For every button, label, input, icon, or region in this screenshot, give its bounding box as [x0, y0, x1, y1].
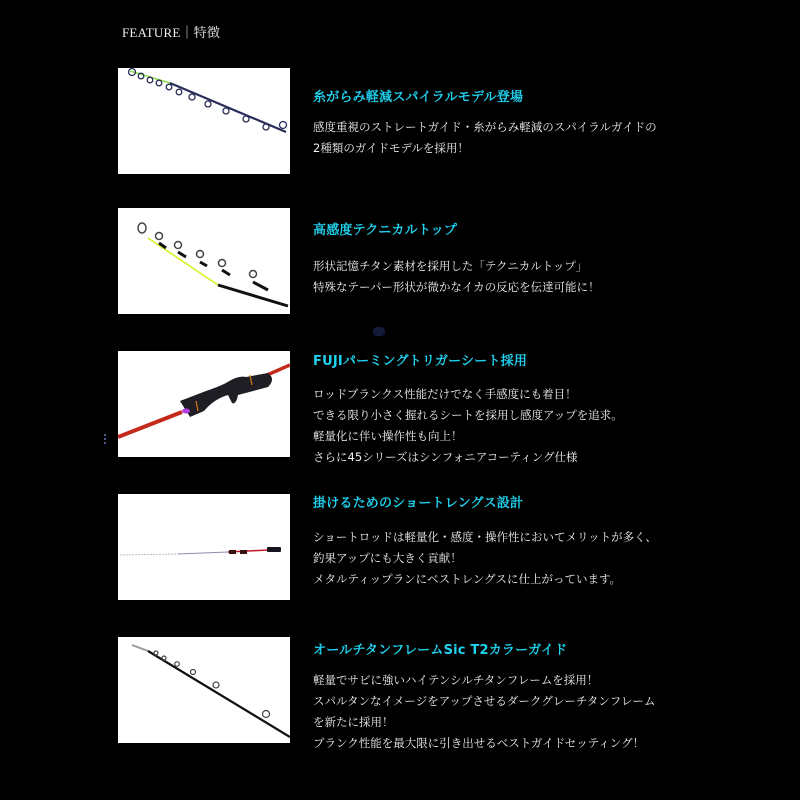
- description-line: 形状記憶チタン素材を採用した「テクニカルトップ」: [313, 259, 588, 273]
- spiral-guide-rod-photo: [118, 68, 290, 174]
- description-line: 軽量でサビに強いハイテンシルチタンフレームを採用！: [313, 673, 599, 687]
- description-line: 軽量化に伴い操作性も向上！: [313, 429, 463, 443]
- titanium-frame-guide-photo: [118, 637, 290, 743]
- description-line: ロッドブランクス性能だけでなく手感度にも着目！: [313, 387, 577, 401]
- full-length-rod-photo: [118, 494, 290, 600]
- description-line: ブランク性能を最大限に引き出せるベストガイドセッティング！: [313, 736, 645, 750]
- description-line: 特殊なテーパー形状が微かなイカの反応を伝達可能に！: [313, 280, 600, 294]
- description-line: 釣果アップにも大きく貢献！: [313, 551, 462, 565]
- description-line: さらに45シリーズはシンフォニアコーティング仕様: [313, 450, 578, 464]
- feature-description: [313, 384, 623, 468]
- feature-title: 糸がらみ軽減スパイラルモデル登場: [313, 90, 524, 105]
- description-line: スパルタンなイメージをアップさせるダークグレーチタンフレーム: [313, 694, 656, 708]
- description-line: ショートロッドは軽量化・感度・操作性においてメリットが多く、: [313, 530, 657, 544]
- feature-title: 高感度テクニカルトップ: [313, 223, 458, 238]
- feature-title: FUJIパーミングトリガーシート採用: [313, 354, 528, 369]
- description-line: メタルティップランにベストレングスに仕上がっています。: [313, 572, 622, 586]
- feature-description: [313, 256, 600, 298]
- section-header: FEATURE｜特徴: [122, 25, 221, 40]
- decorative-dot: [373, 327, 385, 336]
- feature-description: [313, 527, 657, 590]
- description-line: できる限り小さく握れるシートを採用し感度アップを追求。: [313, 408, 623, 422]
- feature-description: [313, 670, 655, 754]
- description-line: を新たに採用！: [313, 715, 394, 729]
- technical-top-rod-photo: [118, 208, 290, 314]
- description-line: 2種類のガイドモデルを採用！: [313, 141, 469, 155]
- description-line: 感度重視のストレートガイド・糸がらみ軽減のスパイラルガイドの: [313, 120, 657, 134]
- trigger-reel-seat-photo: [118, 351, 290, 457]
- feature-description: [313, 117, 657, 159]
- decorative-mark: [104, 434, 106, 446]
- feature-title: オールチタンフレームSic T2カラーガイド: [313, 643, 568, 658]
- feature-title: 掛けるためのショートレングス設計: [313, 496, 524, 511]
